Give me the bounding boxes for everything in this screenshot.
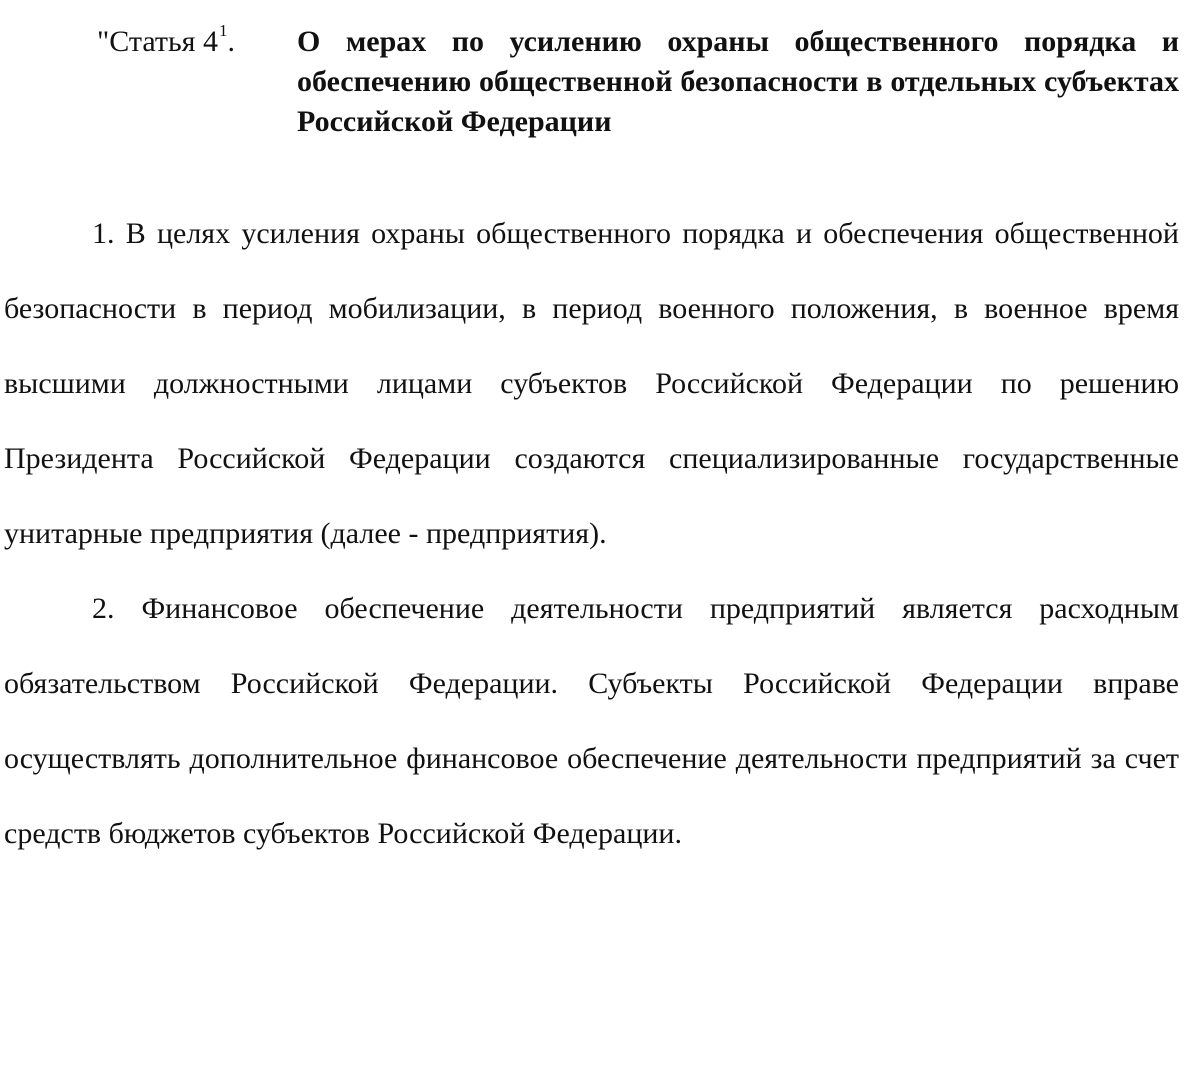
article-number-superscript: 1 [218, 21, 228, 40]
article-number [97, 22, 297, 62]
article-body [4, 196, 1179, 871]
article-label-prefix: "Статья 4 [97, 25, 218, 58]
paragraph-1: 1. В целях усиления охраны общественного порядка и обеспечения общественной безопасности в период мобилизации, в период военного положения, в военное время высшими должностными лицами субъектов Российской Федерации по решению Президента Российской Федерации создаются специализированные государственные унитарные предприятия (далее - предприятия). [4, 217, 1179, 550]
article-header [97, 22, 1179, 142]
paragraph-2: 2. Финансовое обеспечение деятельности предприятий является расходным обязательством Российской Федерации. Субъекты Российской Федерации вправе осуществлять дополнительное финансовое обеспечение деятельности предприятий за счет средств бюджетов субъектов Российской Федерации. [4, 592, 1179, 850]
article-title: О мерах по усилению охраны общественного порядка и обеспечению общественной безопасности в отдельных субъектах Российской Федерации [297, 25, 1179, 138]
article-label-suffix: . [227, 25, 235, 58]
